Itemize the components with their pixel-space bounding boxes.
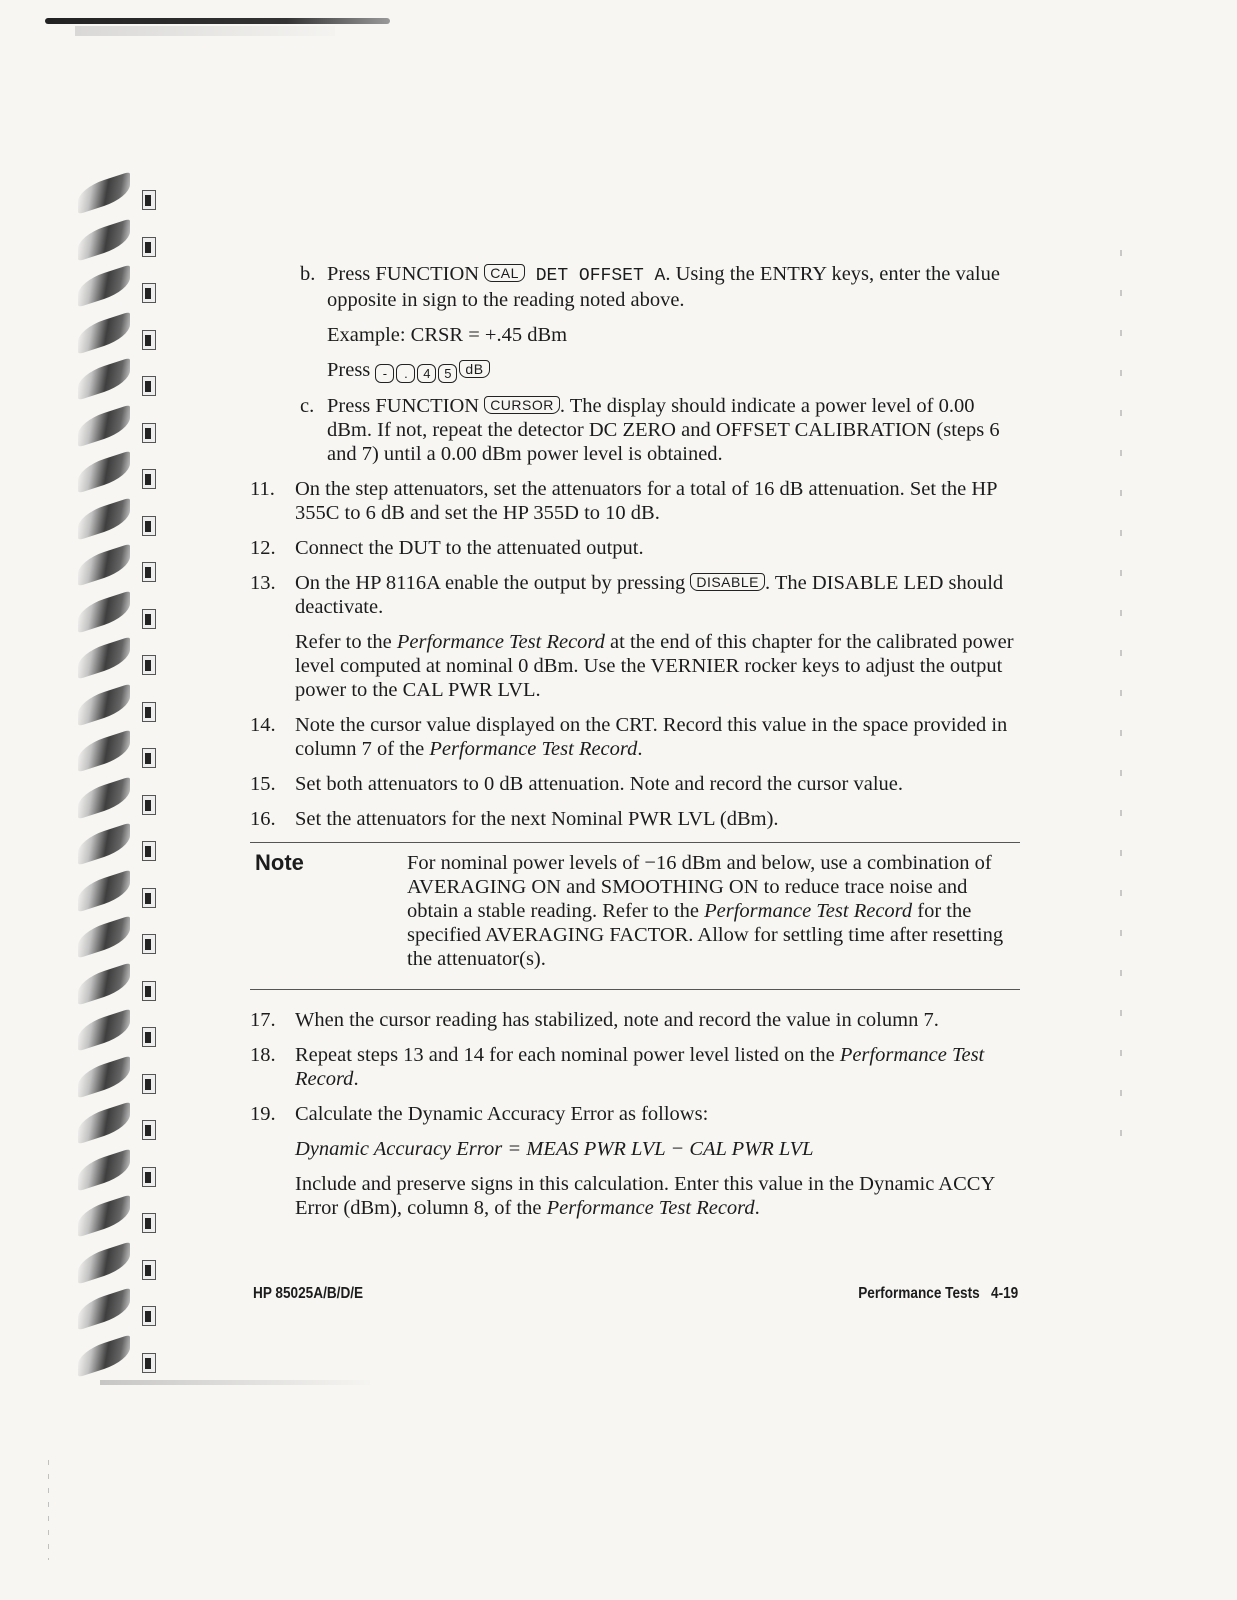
binding-hole: [142, 1260, 156, 1280]
four-key-icon: 4: [417, 364, 436, 383]
step-13-paragraph: Refer to the Performance Test Record at the end of this chapter for the calibrated power level computed at nominal 0 dBm. Use the VERNIER rocker keys to adjust the output power to the CAL PWR LVL.: [295, 631, 1014, 701]
binding-hole: [142, 1167, 156, 1187]
step-19: 19. Calculate the Dynamic Accuracy Error as follows:: [250, 1103, 709, 1125]
binding-hole: [142, 1027, 156, 1047]
step-12: 12. Connect the DUT to the attenuated output.: [250, 537, 644, 559]
binding-coil: [78, 869, 130, 912]
binding-hole: [142, 1213, 156, 1233]
binding-hole: [142, 1120, 156, 1140]
binding-hole: [142, 190, 156, 210]
step-marker: b.: [300, 263, 316, 285]
binding-coil: [78, 218, 130, 261]
binding-coil: [78, 497, 130, 540]
scan-shadow-top: [45, 18, 390, 24]
binding-hole: [142, 376, 156, 396]
binding-hole: [142, 469, 156, 489]
cal-key-icon: CAL: [484, 264, 525, 282]
decimal-key-icon: .: [396, 364, 415, 383]
minus-key-icon: -: [375, 364, 394, 383]
step-17: 17. When the cursor reading has stabilized, note and record the value in column 7.: [250, 1009, 939, 1031]
binding-hole: [142, 981, 156, 1001]
note-label: Note: [255, 850, 304, 875]
binding-hole: [142, 1353, 156, 1373]
scan-shadow-top-faint: [75, 26, 335, 36]
binding-coil: [78, 962, 130, 1005]
step-14: 14. Note the cursor value displayed on the CRT. Record this value in the space provided in column 7 of the Performance Test Record.: [250, 714, 1008, 760]
binding-coil: [78, 1148, 130, 1191]
scan-shadow-bottom: [100, 1380, 370, 1385]
binding-coil: [78, 590, 130, 633]
binding-coil: [78, 172, 130, 215]
scan-edge-marks-bottom: [48, 1460, 49, 1560]
binding-hole: [142, 1306, 156, 1326]
binding-coil: [78, 637, 130, 680]
step-13: 13. On the HP 8116A enable the output by pressing DISABLE . The DISABLE LED should deactivate.: [250, 572, 1004, 618]
binding-coil: [78, 1288, 130, 1331]
example-line: Example: CRSR = +.45 dBm: [327, 324, 568, 346]
formula: Dynamic Accuracy Error = MEAS PWR LVL − CAL PWR LVL: [295, 1138, 814, 1160]
binding-hole: [142, 841, 156, 861]
binding-hole: [142, 609, 156, 629]
binding-coil: [78, 916, 130, 959]
step-16: 16. Set the attenuators for the next Nominal PWR LVL (dBm).: [250, 808, 779, 830]
spiral-binding: [70, 160, 170, 1380]
binding-hole: [142, 702, 156, 722]
binding-hole: [142, 1074, 156, 1094]
binding-coil: [78, 311, 130, 354]
binding-hole: [142, 655, 156, 675]
binding-coil: [78, 776, 130, 819]
binding-coil: [78, 1009, 130, 1052]
step-18: 18. Repeat steps 13 and 14 for each nominal power level listed on the Performance Test Record.: [250, 1044, 985, 1090]
binding-hole: [142, 237, 156, 257]
softkey-label: DET OFFSET A: [524, 266, 666, 286]
binding-coil: [78, 1241, 130, 1284]
binding-hole: [142, 795, 156, 815]
binding-coil: [78, 404, 130, 447]
footer-section: Performance Tests 4-19: [857, 1285, 1018, 1302]
note-bottom-rule: [250, 989, 1020, 990]
cursor-key-icon: CURSOR: [484, 396, 560, 414]
binding-coil: [78, 1195, 130, 1238]
footer-model: HP 85025A/B/D/E: [253, 1285, 364, 1302]
binding-hole: [142, 516, 156, 536]
binding-coil: [78, 683, 130, 726]
binding-coil: [78, 823, 130, 866]
page-content: [250, 262, 1020, 1231]
binding-coil: [78, 730, 130, 773]
binding-coil: [78, 1055, 130, 1098]
note-box: [250, 843, 1020, 981]
binding-coil: [78, 544, 130, 587]
step-c: c. Press FUNCTION CURSOR . The display should indicate a power level of 0.00 dBm. If not, repeat the detector DC ZERO and OFFSET CALIBRATION (steps 6 and 7) until a 0.00 dBm power level is obtained.: [300, 395, 1000, 465]
binding-hole: [142, 562, 156, 582]
note-body: For nominal power levels of −16 dBm and below, use a combination of AVERAGING ON and SMOOTHING ON to reduce trace noise and obtain a stable reading. Refer to the Performance Test Record for the specified AVERAGING FACTOR. Allow for settling time after resetting the attenuator(s).: [407, 852, 1004, 970]
binding-coil: [78, 451, 130, 494]
step-15: 15. Set both attenuators to 0 dB attenuation. Note and record the cursor value.: [250, 773, 903, 795]
step-11: 11. On the step attenuators, set the attenuators for a total of 16 dB attenuation. Set the HP 355C to 6 dB and set the HP 355D to 10 dB.: [250, 478, 997, 524]
binding-coil: [78, 265, 130, 308]
db-key-icon: dB: [459, 360, 489, 378]
binding-hole: [142, 330, 156, 350]
step-marker: c.: [300, 395, 315, 417]
five-key-icon: 5: [438, 364, 457, 383]
binding-hole: [142, 283, 156, 303]
page-number: 4-19: [990, 1285, 1018, 1302]
binding-coil: [78, 1334, 130, 1377]
disable-key-icon: DISABLE: [690, 573, 765, 591]
binding-coil: [78, 1102, 130, 1145]
binding-hole: [142, 423, 156, 443]
step-19-paragraph: Include and preserve signs in this calculation. Enter this value in the Dynamic ACCY Error (dBm), column 8, of the Performance Test Record.: [295, 1173, 995, 1219]
binding-hole: [142, 934, 156, 954]
binding-coil: [78, 358, 130, 401]
binding-hole: [142, 888, 156, 908]
scan-edge-marks: [1120, 250, 1122, 1150]
press-sequence: Press - . 4 5 dB: [250, 358, 1020, 383]
step-b: b. Press FUNCTION CAL DET OFFSET A. Using the ENTRY keys, enter the value opposite in sign to the reading noted above.: [300, 263, 1000, 311]
binding-hole: [142, 748, 156, 768]
